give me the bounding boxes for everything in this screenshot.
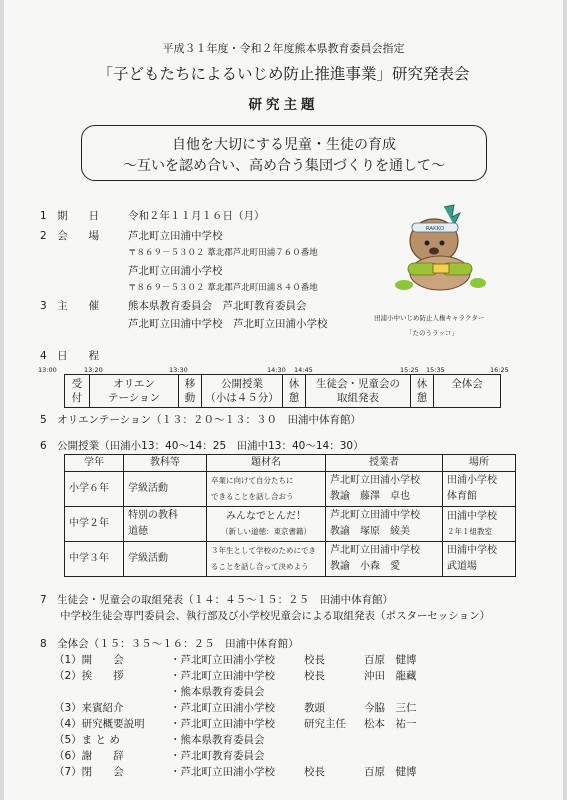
grade-cell: 中学２年 [65, 507, 124, 542]
schedule-cell-reception: 受 付 [65, 375, 90, 408]
assembly-item-name: 百原 健博 [364, 654, 417, 666]
venue-es: 芦北町立田浦小学校 [128, 265, 223, 277]
col-header-place: 場所 [443, 455, 516, 472]
event-title: 「子どもたちによるいじめ防止推進事業」研究発表会 [97, 65, 470, 83]
time-mark: 14:30 [267, 366, 286, 374]
table-row [65, 472, 516, 507]
theme-sub: ～互いを認め合い、高め合う集団づくりを通して～ [123, 158, 445, 174]
host-line1: 熊本県教育委員会 芦北町教育委員会 [128, 300, 307, 312]
col-header-topic: 題材名 [207, 455, 326, 472]
assembly-item-label: （4）研究概要説明 [54, 718, 145, 730]
date-label: 1 期 日 [40, 210, 100, 222]
schedule-table [64, 374, 501, 408]
assembly-item-org: ・芦北町立田浦中学校 [170, 718, 275, 730]
mascot-caption-line1: 田浦小中いじめ防止人権キャラクター [374, 314, 485, 322]
schedule-cell-break: 休 憩 [283, 375, 306, 408]
venue-jhs: 芦北町立田浦中学校 [128, 230, 223, 242]
schedule-cell-assembly: 全体会 [434, 375, 501, 408]
topic-cell: 卒業に向けて自分たちに できることを話し合おう [207, 472, 326, 507]
time-mark: 13:00 [38, 366, 57, 374]
teacher-cell: 芦北町立田浦中学校 教諭 小森 愛 [326, 542, 443, 577]
time-mark: 14:45 [294, 366, 313, 374]
assembly-item-label: （3）来賓紹介 [54, 702, 124, 714]
venue-label: 2 会 場 [40, 230, 100, 242]
assembly-item-name: 松本 祐一 [364, 718, 417, 730]
assembly-item-org: ・芦北町立田浦中学校 [170, 670, 275, 682]
subject-cell: 学級活動 [124, 542, 207, 577]
host-label: 3 主 催 [40, 300, 100, 312]
mascot-badge-text: RAKKO [425, 226, 445, 232]
teacher-cell: 芦北町立田浦中学校 教諭 塚原 綾美 [326, 507, 443, 542]
schedule-cell-move: 移 動 [179, 375, 202, 408]
assembly-item-role: 校長 [304, 766, 325, 778]
document-page [4, 0, 563, 800]
council-heading: 7 生徒会・児童会の取組発表（１４：４５～１５：２５ 田浦中体育館） [40, 594, 394, 606]
assembly-item-role: 教頭 [304, 702, 325, 714]
grade-cell: 小学６年 [65, 472, 124, 507]
time-mark: 15:25 [400, 366, 419, 374]
assembly-item-org: ・芦北町教育委員会 [170, 750, 265, 762]
assembly-heading: 8 全体会（１５：３５～１６：２５ 田浦中体育館） [40, 638, 299, 650]
theme-box [81, 125, 487, 181]
table-row [65, 507, 516, 542]
research-theme-heading: 研究主題 [248, 97, 319, 113]
date-value: 令和２年１１月１６日（月） [128, 210, 265, 222]
teacher-cell: 芦北町立田浦小学校 教諭 藤澤 卓也 [326, 472, 443, 507]
assembly-item-name: 沖田 龍藏 [364, 670, 417, 682]
time-mark: 15:35 [426, 366, 445, 374]
assembly-item-org: ・芦北町立田浦小学校 [170, 766, 275, 778]
schedule-cell-break: 休 憩 [411, 375, 434, 408]
assembly-item-role: 研究主任 [304, 718, 346, 730]
assembly-item-org: ・芦北町立田浦小学校 [170, 654, 275, 666]
topic-cell: みんなでとんだ！ （新しい道徳：東京書籍） [207, 507, 326, 542]
time-mark: 13:30 [169, 366, 188, 374]
assembly-item-label: （5）ま と め [54, 734, 120, 746]
col-header-subject: 教科等 [124, 455, 207, 472]
assembly-item-label: （7）閉 会 [54, 766, 124, 778]
assembly-item-org: ・芦北町立田浦小学校 [170, 702, 275, 714]
time-mark: 13:20 [84, 366, 103, 374]
assembly-item-name: 百原 健博 [364, 766, 417, 778]
assembly-item-name: 今脇 三仁 [364, 702, 417, 714]
mascot-caption-line2: 「たのうラッコ」 [406, 329, 458, 337]
designation-line: 平成３１年度・令和２年度熊本県教育委員会指定 [162, 42, 405, 55]
assembly-item-org: ・熊本県教育委員会 [170, 734, 265, 746]
assembly-item-label: （2）挨 拶 [54, 670, 124, 682]
schedule-cell-open-class: 公開授業 （小は４５分） [202, 375, 283, 408]
col-header-grade: 学年 [65, 455, 124, 472]
subject-cell: 学級活動 [124, 472, 207, 507]
grade-cell: 中学３年 [65, 542, 124, 577]
schedule-cell-council: 生徒会・児童会の 取組発表 [306, 375, 411, 408]
host-line2: 芦北町立田浦中学校 芦北町立田浦小学校 [128, 318, 328, 330]
orientation-line: 5 オリエンテーション（１３：２０～１３：３０ 田浦中体育館） [40, 414, 362, 426]
assembly-item-label: （1）開 会 [54, 654, 124, 666]
classes-heading: 6 公開授業（田浦小13：40～14：25 田浦中13：40～14：30） [40, 440, 364, 452]
place-cell: 田浦小学校 体育館 [443, 472, 516, 507]
assembly-item-role: 校長 [304, 670, 325, 682]
rakko-mascot-image [394, 203, 490, 299]
assembly-item-label: （6）謝 辞 [54, 750, 124, 762]
table-row [65, 542, 516, 577]
council-description: 中学校生徒会専門委員会、執行部及び小学校児童会による取組発表（ポスターセッション） [60, 610, 491, 622]
time-mark: 16:25 [490, 366, 509, 374]
col-header-teacher: 授業者 [326, 455, 443, 472]
schedule-cell-orientation: オリエン テーション [90, 375, 179, 408]
venue-es-address: 〒８６９－５３０２ 葦北郡芦北町田浦８４０番地 [128, 283, 318, 293]
place-cell: 田浦中学校 武道場 [443, 542, 516, 577]
assembly-item-org: ・熊本県教育委員会 [170, 686, 265, 698]
venue-jhs-address: 〒８６９－５３０２ 葦北郡芦北町田浦７６０番地 [128, 248, 318, 258]
place-cell: 田浦中学校 ２年１組教室 [443, 507, 516, 542]
classes-table [64, 454, 516, 577]
topic-cell: ３年生として学校のためにでき ることを話し合って決めよう [207, 542, 326, 577]
schedule-heading: 4 日 程 [40, 350, 100, 362]
assembly-item-role: 校長 [304, 654, 325, 666]
theme-main: 自他を大切にする児童・生徒の育成 [172, 137, 396, 153]
subject-cell: 特別の教科 道徳 [124, 507, 207, 542]
